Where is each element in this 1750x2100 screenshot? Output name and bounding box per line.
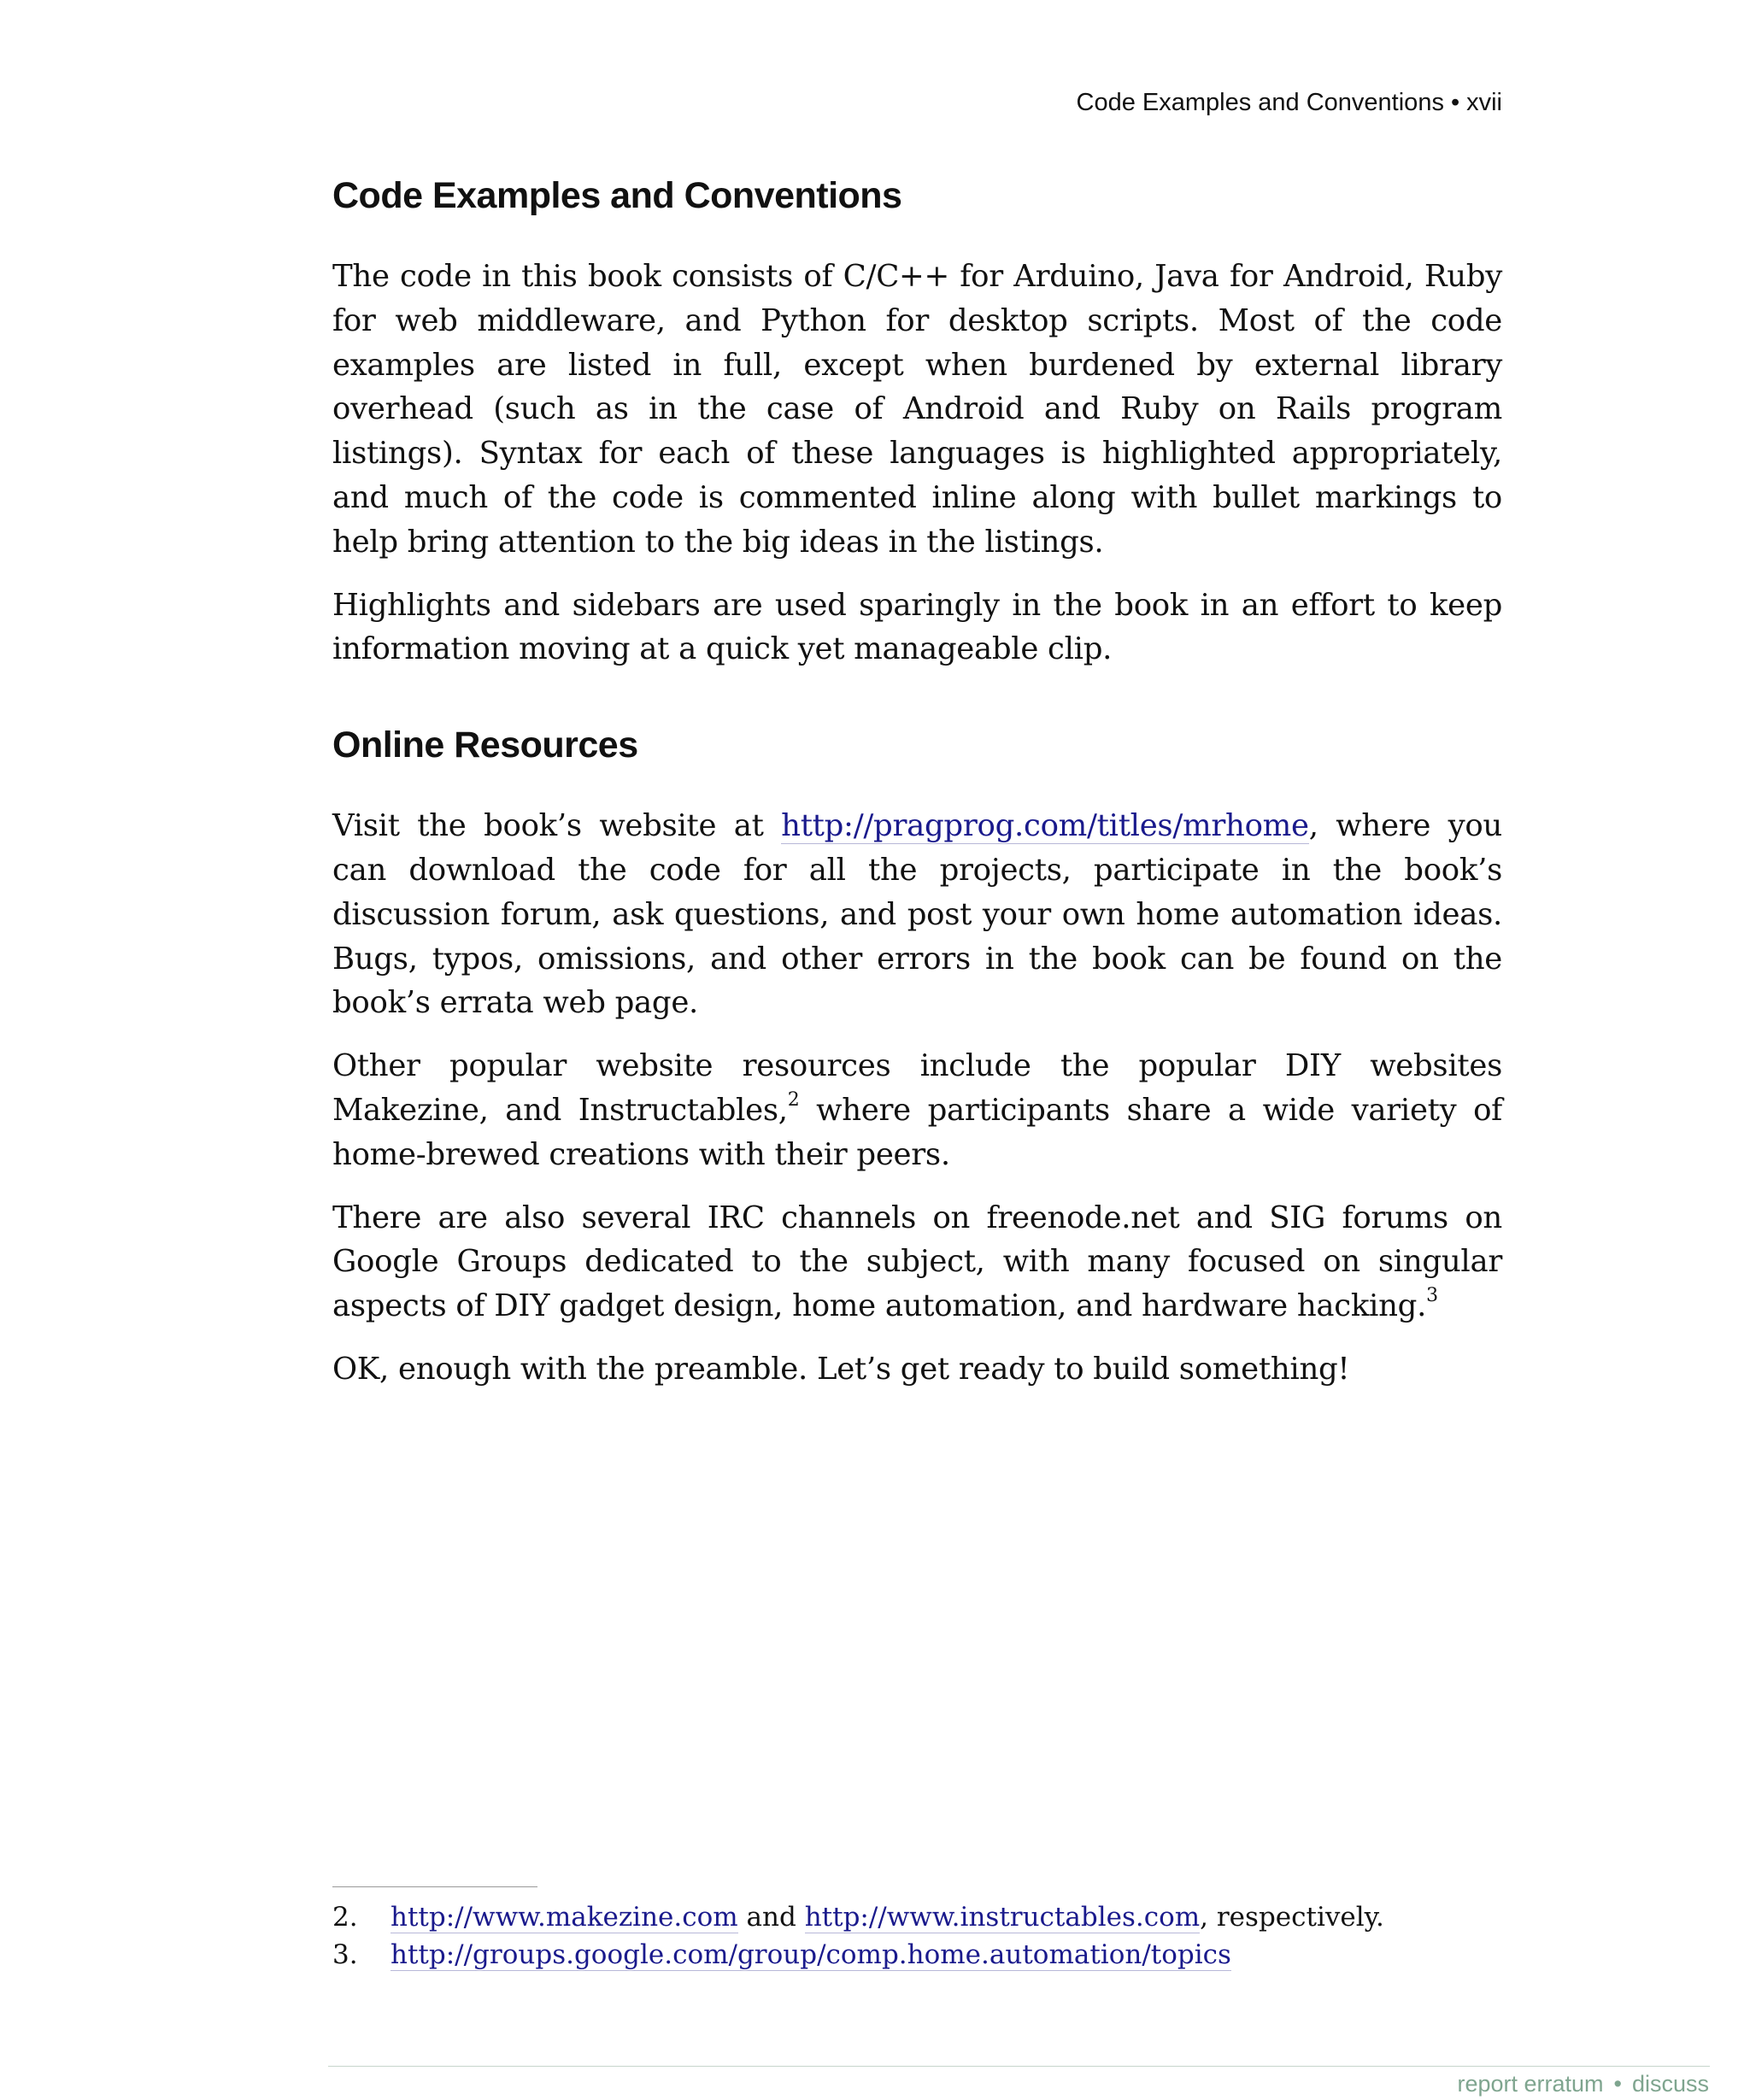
footnote-text [391,1936,1231,1974]
running-head [1077,89,1502,117]
text: , where you can download the code for all the projects, participate in the book’s discussion forum, ask questions, and post your own home automation ideas. Bugs, typos, omissions, and other errors in the book can be found on the book’s errata web page. [332,808,1502,1021]
footnotes [332,1898,1502,1974]
paragraph-code-description: The code in this book consists of C/C++ for Arduino, Java for Android, Ruby for web middleware, and Python for desktop scripts. Most of the code examples are listed in full, except when burdened by external library overhead (such as in the case of Android and Ruby on Rails program listings). Syntax for each of these languages is highlighted appropriately, and much of the code is commented inline along with bullet markings to help bring attention to the big ideas in the listings. [332,259,1502,560]
section-heading-online-resources: Online Resources [332,724,638,766]
discuss-link[interactable]: discuss [1631,2071,1709,2097]
paragraph-irc-channels [332,1196,1502,1329]
book-website-link[interactable]: http://pragprog.com/titles/mrhome [781,808,1309,844]
text: Other popular website resources include the popular DIY websites Makezine, and Instructables, [332,1048,1502,1128]
footer-links [1457,2071,1709,2097]
footnote-2 [332,1898,1502,1936]
footnote-number: 2. [332,1902,358,1933]
paragraph-highlights: Highlights and sidebars are used sparingly in the book in an effort to keep information moving at a quick yet manageable clip. [332,587,1502,667]
report-erratum-link[interactable]: report erratum [1457,2071,1604,2097]
text: Visit the book’s website at [332,808,782,844]
paragraph-website [332,804,1502,1025]
footnote-ref-2[interactable]: 2 [787,1089,800,1112]
text: where participants share a wide variety of home-brewed creations with their peers. [332,1092,1502,1172]
footnote-ref-3[interactable]: 3 [1426,1285,1438,1307]
footer-separator: • [1613,2071,1622,2097]
footnote-number: 3. [332,1939,358,1970]
footnote-divider [332,1886,537,1887]
makezine-link[interactable]: http://www.makezine.com [391,1902,738,1933]
paragraph-closing: OK, enough with the preamble. Let’s get ready to build something! [332,1351,1350,1387]
footnote-3 [332,1936,1502,1974]
running-head-bullet: • [1450,89,1460,116]
page-number: xvii [1466,89,1502,116]
google-groups-link[interactable]: http://groups.google.com/group/comp.home.automation/topics [391,1939,1231,1970]
section-heading-code-examples: Code Examples and Conventions [332,175,902,216]
text: There are also several IRC channels on freenode.net and SIG forums on Google Groups dedicated to the subject, with many focused on singular aspects of DIY gadget design, home automation, and hardware hacking. [332,1200,1502,1324]
footer-divider [328,2066,1710,2067]
instructables-link[interactable]: http://www.instructables.com [804,1902,1201,1933]
main-content [332,175,1502,1411]
running-head-title: Code Examples and Conventions [1076,89,1444,116]
text: , respectively. [1200,1902,1384,1933]
text: and [737,1902,805,1933]
paragraph-diy-resources [332,1044,1502,1176]
footnote-text [391,1898,1384,1936]
